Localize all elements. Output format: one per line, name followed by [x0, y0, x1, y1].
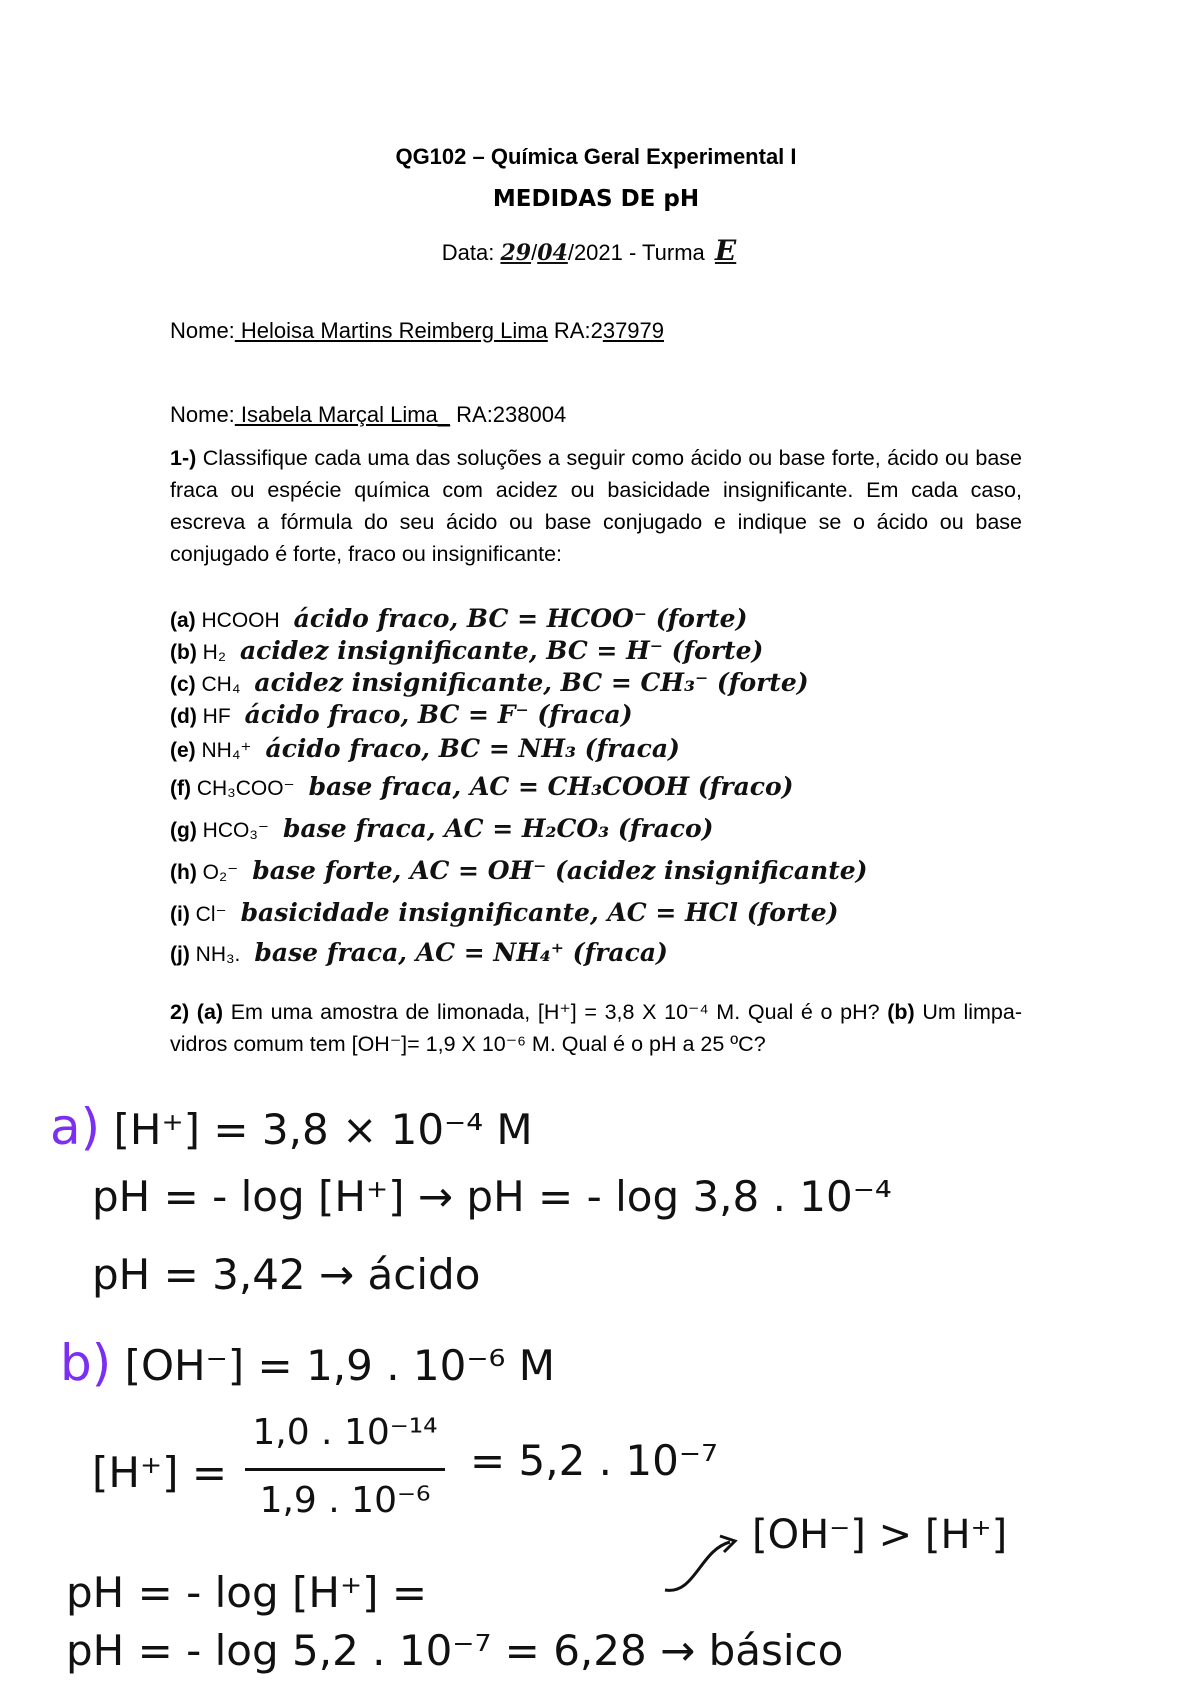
item-label: (i) — [170, 903, 190, 926]
question-1 — [170, 442, 1022, 570]
list-item — [170, 772, 794, 801]
date-day: 29 — [500, 240, 532, 266]
item-label: (h) — [170, 861, 197, 884]
item-species: CH₄ — [195, 673, 241, 696]
list-item — [170, 604, 747, 633]
item-species: CH₃COO⁻ — [190, 777, 295, 800]
document-title: MEDIDAS DE pH — [492, 186, 700, 212]
item-species: NH₃. — [189, 943, 241, 966]
date-line — [0, 234, 1192, 267]
part-a-handwritten-label: a) — [50, 1098, 101, 1156]
student-1 — [170, 318, 664, 344]
list-item — [170, 668, 809, 697]
work-b-expression: [OH⁻] = 1,9 . 10⁻⁶ M — [124, 1341, 555, 1390]
question-number: 1-) — [170, 446, 197, 470]
item-label: (b) — [170, 641, 197, 664]
item-answer: acidez insignificante, BC = CH₃⁻ (forte) — [254, 668, 809, 697]
item-label: (c) — [170, 673, 196, 696]
list-item — [170, 856, 868, 885]
work-a-line2: pH = - log [H⁺] → pH = - log 3,8 . 10⁻⁴ — [92, 1172, 892, 1221]
item-species: HF — [196, 705, 231, 728]
question-2 — [170, 996, 1022, 1060]
student-name: Isabela Marçal Lima_ — [234, 402, 451, 427]
item-answer: base forte, AC = OH⁻ (acidez insignificante) — [252, 856, 868, 885]
ra-value: 37979 — [602, 318, 665, 343]
name-prefix: Nome: — [170, 318, 235, 343]
item-answer: base fraca, AC = NH₄⁺ (fraca) — [254, 938, 668, 967]
list-item — [170, 898, 838, 927]
list-item — [170, 814, 714, 843]
work-a-line1 — [50, 1098, 533, 1156]
item-answer: acidez insignificante, BC = H⁻ (forte) — [239, 636, 764, 665]
work-b-line5: pH = - log 5,2 . 10⁻⁷ = 6,28 → básico — [66, 1626, 844, 1675]
item-label: (j) — [170, 943, 190, 966]
work-a-expression: [H⁺] = 3,8 × 10⁻⁴ M — [113, 1105, 533, 1154]
list-item — [170, 938, 668, 967]
item-species: HCO₃⁻ — [196, 819, 269, 842]
item-answer: base fraca, AC = CH₃COOH (fraco) — [308, 772, 794, 801]
work-b-line1 — [60, 1334, 555, 1392]
date-prefix: Data: — [441, 240, 501, 265]
course-title: QG102 – Química Geral Experimental I — [395, 144, 797, 169]
student-name: Heloisa Martins Reimberg Lima — [234, 318, 548, 343]
item-answer: base fraca, AC = H₂CO₃ (fraco) — [282, 814, 714, 843]
question-number: 2) — [170, 1000, 197, 1024]
work-b-h-prefix: [H⁺] = — [92, 1448, 228, 1497]
work-b-line4: pH = - log [H⁺] = — [66, 1568, 428, 1617]
item-species: O₂⁻ — [196, 861, 239, 884]
item-species: Cl⁻ — [189, 903, 227, 926]
item-label: (a) — [170, 609, 196, 632]
fraction-numerator: 1,0 . 10⁻¹⁴ — [252, 1412, 438, 1453]
date-month: 04 — [537, 240, 568, 266]
question-text: Classifique cada uma das soluções a seguir como ácido ou base forte, ácido ou base fraca ou espécie química com acidez ou basicidade insignificante. Em cada caso, escreva a fórmula do seu ácido ou base conjugado e indique se o ácido ou base conjugado é forte, fraco ou insignificante: — [170, 446, 1022, 566]
date-rest: /2021 - Turma — [567, 240, 711, 265]
item-answer: ácido fraco, BC = F⁻ (fraca) — [244, 700, 633, 729]
list-item — [170, 734, 680, 763]
part-b-handwritten-label: b) — [60, 1334, 112, 1392]
item-species: HCOOH — [195, 609, 280, 632]
item-species: H₂ — [196, 641, 226, 664]
list-item — [170, 700, 633, 729]
item-label: (d) — [170, 705, 197, 728]
part-a-label: (a) — [196, 1000, 224, 1024]
list-item — [170, 636, 763, 665]
item-label: (e) — [170, 739, 196, 762]
item-label: (f) — [170, 777, 191, 800]
item-answer: ácido fraco, BC = NH₃ (fraca) — [265, 734, 680, 763]
work-b-result: = 5,2 . 10⁻⁷ — [470, 1436, 718, 1485]
work-b-note: [OH⁻] > [H⁺] — [752, 1512, 1008, 1558]
arrow-icon — [660, 1530, 760, 1600]
ra-prefix: RA:238004 — [450, 402, 567, 427]
student-2 — [170, 402, 566, 428]
date-separator: / — [531, 240, 538, 265]
turma-value: E — [714, 234, 737, 267]
work-a-line3: pH = 3,42 → ácido — [92, 1250, 481, 1299]
ra-prefix: RA:2 — [547, 318, 603, 343]
fraction-bar — [245, 1468, 445, 1471]
item-label: (g) — [170, 819, 197, 842]
item-answer: basicidade insignificante, AC = HCl (forte) — [240, 898, 839, 927]
fraction-denominator: 1,9 . 10⁻⁶ — [259, 1480, 431, 1521]
item-species: NH₄⁺ — [195, 739, 252, 762]
part-b-label: (b) — [887, 1000, 915, 1024]
name-prefix: Nome: — [170, 402, 235, 427]
item-answer: ácido fraco, BC = HCOO⁻ (forte) — [293, 604, 748, 633]
part-b-text: Um limpa-vidros comum tem [OH⁻]= 1,9 X 10⁻⁶ M. Qual é o pH a 25 ºC? — [170, 1000, 1022, 1056]
part-a-text: Em uma amostra de limonada, [H⁺] = 3,8 X 10⁻⁴ M. Qual é o pH? — [223, 1000, 888, 1024]
